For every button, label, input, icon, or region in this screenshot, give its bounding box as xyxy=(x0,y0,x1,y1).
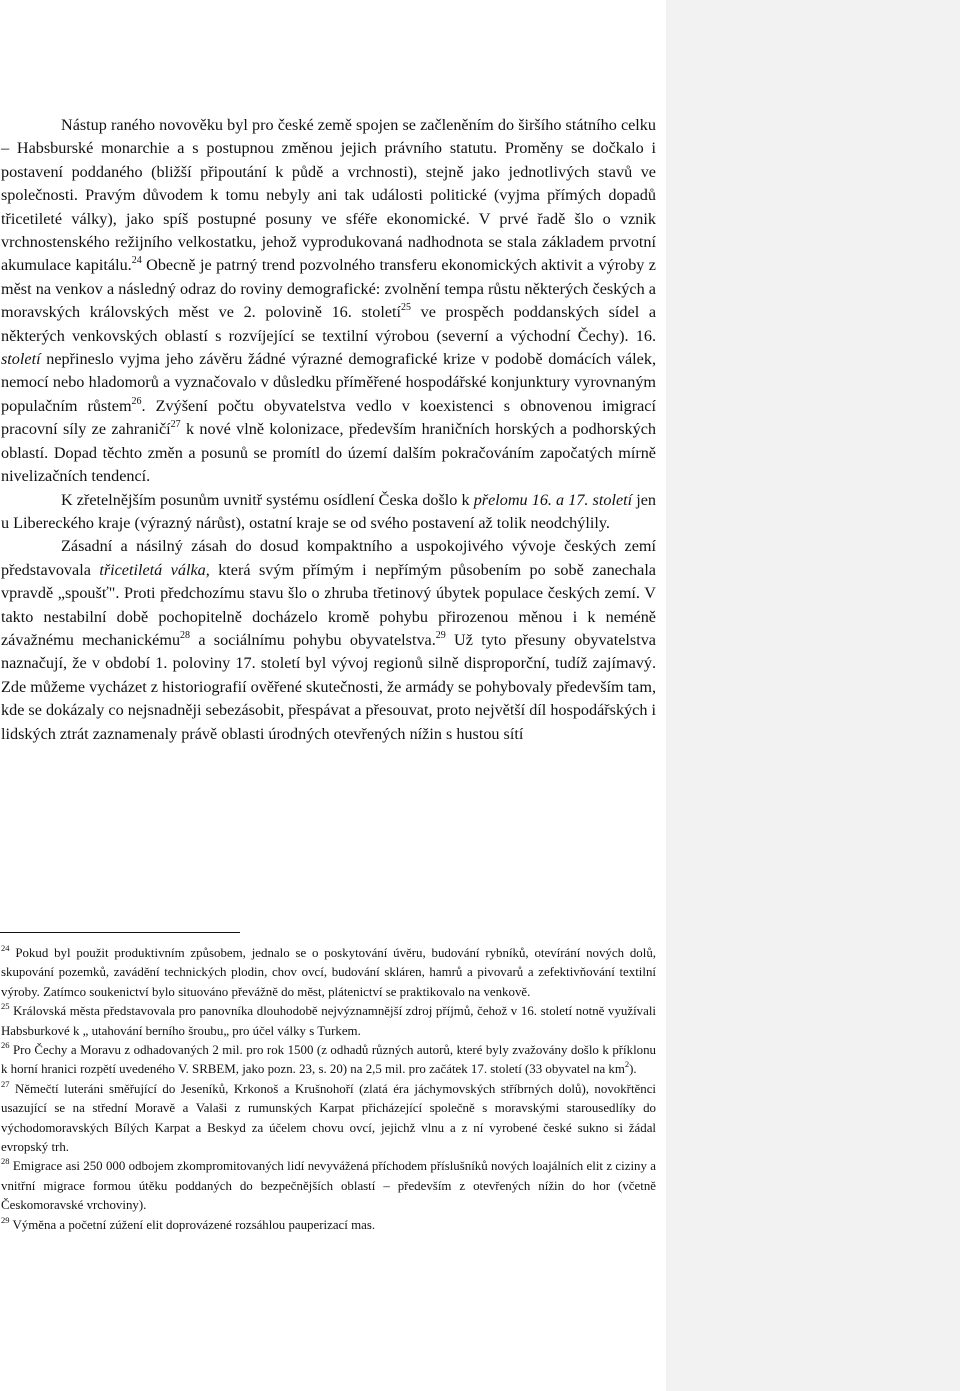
footnote-number: 26 xyxy=(1,1040,10,1051)
footnote-number: 24 xyxy=(1,943,10,953)
footnote xyxy=(1,944,656,1002)
text-run: Pokud byl použit produktivním způsobem, jednalo se o poskytování úvěru, budování rybníků, otevírání nových dolů, skupování pozemků, zavádění technických plodin, chov ovcí, budování skláren, hamrů a pivovarů a zefektivňování textilní výroby. Zatímco soukenictví bylo situováno převážně do měst, plátenictví se praktikovalo na venkově. xyxy=(1,946,656,999)
footnote xyxy=(1,1157,656,1215)
footnote-number: 28 xyxy=(1,1156,10,1167)
paragraph xyxy=(1,535,656,746)
text-run: Už tyto přesuny obyvatelstva naznačují, že v období 1. poloviny 17. století byl vývoj regionů silně disproporční, tudíž zajímavý. Zde můžeme vycházet z historiografií ověřené skutečnosti, že armády se pohybovaly především tam, kde se dokázaly co nejsnadněji sebezásobit, přespávat a přesouvat, proto největší díl hospodářských i lidských ztrát zaznamenaly právě oblasti úrodných otevřených nížin s hustou sítí xyxy=(1,630,656,743)
footnote-ref: 27 xyxy=(170,419,181,431)
text-run: k nové vlně kolonizace, především hraničních horských a podhorských oblastí. Dopad těchto změn a posunů se promítl do území dalším pokračováním započatých mírně nivelizačních tendencí. xyxy=(1,420,656,486)
footnote xyxy=(1,1080,656,1158)
paragraph xyxy=(1,114,656,489)
body-text xyxy=(0,114,656,746)
footnotes xyxy=(0,944,656,1235)
italic-text: třicetiletá válka xyxy=(99,560,206,579)
footnote xyxy=(1,1216,656,1235)
footnote-ref: 25 xyxy=(401,302,412,314)
comment-margin-panel xyxy=(666,0,960,1391)
footnote-number: 27 xyxy=(1,1078,10,1089)
text-run: ). xyxy=(629,1062,637,1077)
footnote-ref: 24 xyxy=(131,255,142,267)
italic-text: století xyxy=(1,350,41,369)
text-run: Výměna a početní zúžení elit doprovázené rozsáhlou pauperizací mas. xyxy=(9,1217,376,1232)
text-run: jen u Libereckého kraje (výrazný nárůst), ostatní kraje se od svého postavení až tolik neodchýlily. xyxy=(1,490,657,532)
text-run: Obecně je patrný trend pozvolného transferu ekonomických aktivit a výroby z měst na venkov a následný odraz do roviny demografické: zvolnění tempa růstu některých českých a moravských královských měst ve 2. polovině 16. století xyxy=(1,256,656,322)
text-run: K zřetelnějším posunům uvnitř systému osídlení Česka došlo k xyxy=(61,490,474,509)
footnote-number: 25 xyxy=(1,1001,10,1012)
text-run: Němečtí luteráni směřující do Jeseníků, Krkonoš a Krušnohoří (zlatá éra jáchymovských stříbrných dolů), novokřtěnci usazující se na střední Moravě a Valaši z rumunských Karpat přicházející společně s moravskými starousedlíky do východomoravských Bílých Karpat a Beskyd za účelem chovu ovcí, jejichž vlnu a z ní vyrobené české sukno si žádal evropský trh. xyxy=(1,1081,656,1155)
footnote xyxy=(1,1002,656,1041)
footnote-separator xyxy=(0,932,240,933)
text-run: Nástup raného novověku byl pro české země spojen se začleněním do širšího státního celku – Habsburské monarchie a s postupnou změnou jejich právního statutu. Proměny se dočkalo i postavení poddaného (bližší připoutání k půdě a vrchnosti), stejně jako jednotlivých stavů ve společnosti. Pravým důvodem k tomu nebyly ani tak události politické (vyjma přímých dopadů třicetileté války), jako spíš postupné posuny ve sféře ekonomické. V prvé řadě šlo o vznik vrchnostenského režijního velkostatku, jehož vyprodukovaná nadhodnota se stala základem prvotní akumulace kapitálu. xyxy=(1,116,656,275)
text-run: a sociálnímu pohybu obyvatelstva. xyxy=(190,630,436,649)
text-run: ve prospěch poddanských sídel a některých venkovských oblastí s rozvíjející se textilní výrobou (severní a východní Čechy). 16. xyxy=(1,303,656,345)
text-run: Emigrace asi 250 000 odbojem zkompromitovaných lidí nevyvážená příchodem příslušníků nových loajálních elit z ciziny a vnitřní migrace formou útěku poddaných do bezpečnějších oblastí – především z otevřených nížin do hor (včetně Českomoravské vrchoviny). xyxy=(1,1159,656,1213)
italic-text: přelomu 16. a 17. století xyxy=(473,490,633,509)
footnote-ref: 26 xyxy=(131,395,142,407)
text-run: Královská města představovala pro panovníka dlouhodobě nejvýznamnější zdroj příjmů, čehož v 16. století notně využívali Habsburkové k „ utahování berního šroubu„ pro účel války s Turkem. xyxy=(1,1004,656,1038)
text-run: Zásadní a násilný zásah do dosud kompaktního a uspokojivého vývoje českých zemí představovala xyxy=(1,537,656,579)
paragraph xyxy=(1,489,656,536)
text-run: Pro Čechy a Moravu z odhadovaných 2 mil. pro rok 1500 (z odhadů různých autorů, které byly zvažovány došlo k příklonu k horní hranici rozpětí uvedeného V. SRBEM, jako pozn. 23, s. 20) na 2,5 mil. pro začátek 17. století (33 obyvatel na km xyxy=(1,1043,656,1077)
footnote-number: 29 xyxy=(1,1214,10,1225)
footnote-ref: 2 xyxy=(624,1059,630,1070)
footnote xyxy=(1,1041,656,1080)
text-run: . Zvýšení počtu obyvatelstva vedlo v koexistenci s obnovenou imigrací pracovní síly ze zahraničí xyxy=(1,396,656,439)
footnote-ref: 28 xyxy=(180,629,191,641)
text-run: nepřineslo vyjma jeho závěru žádné výrazné demografické krize v podobě domácích válek, nemocí nebo hladomorů a vyznačovalo v důsledku příměřené hospodářské konjunktury vyrovnaným populačním růstem xyxy=(1,350,656,415)
footnote-ref: 29 xyxy=(435,629,446,641)
text-run: , která svým přímým i nepřímým působením po sobě zanechala vpravdě „spoušť". Proti předchozímu stavu šlo o zhruba třetinový úbytek populace českých zemí. V takto nestabilní době pochopitelně docházelo kromě pohybu přirozenou měnou i k neméně závažnému mechanickému xyxy=(1,560,656,649)
